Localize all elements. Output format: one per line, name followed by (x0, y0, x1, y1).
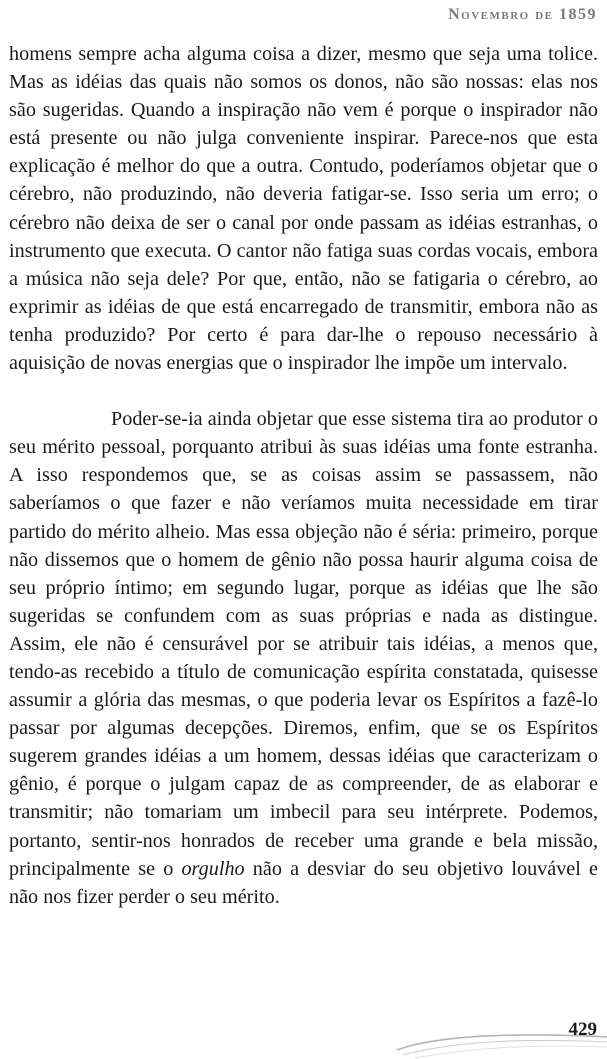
paragraph-2 (9, 405, 598, 911)
paragraph-1: homens sempre acha alguma coisa a dizer, mesmo que seja uma tolice. Mas as idéias das quais não somos os donos, não são nossas: elas nos são sugeridas. Quando a inspiração não vem é porque o inspirador não está presente ou não julga conveniente inspirar. Parece-nos que esta explicação é melhor do que a outra. Contudo, poderíamos objetar que o cérebro, não produzindo, não deveria fatigar-se. Isso seria um erro; o cérebro não deixa de ser o canal por onde passam as idéias estranhas, o instrumento que executa. O cantor não fatiga suas cordas vocais, embora a música não seja dele? Por que, então, não se fatigaria o cérebro, ao exprimir as idéias de que está encarregado de transmitir, embora não as tenha produzido? Por certo é para dar-lhe o repouso necessário à aquisição de novas energias que o inspirador lhe impõe um intervalo. (9, 43, 598, 375)
paragraph-2-text-start: Poder-se-ia ainda objetar que esse sistema tira ao produtor o seu mérito pessoal, porquanto atribui às suas idéias uma fonte estranha. A isso respondemos que, se as coisas assim se passassem, não saberíamos o que fazer e não veríamos muita necessidade em tirar partido do mérito alheio. Mas essa objeção não é séria: primeiro, porque não dissemos que o homem de gênio não possa haurir alguma coisa de seu próprio íntimo; em segundo lugar, porque as idéias que lhe são sugeridas se confundem com as suas próprias e nada as distingue. Assim, ele não é censurável por se atribuir tais idéias, a menos que, tendo-as recebido a título de comunicação espírita constatada, quisesse assumir a glória das mesmas, o que poderia levar os Espíritos a fazê-lo passar por algumas decepções. Diremos, enfim, que se os Espíritos sugerem grandes idéias a um homem, dessas idéias que caracterizam o gênio, é porque o julgam capaz de as compreender, de as elaborar e transmitir; não tomariam um imbecil para seu intérprete. Podemos, portanto, sentir-nos honrados de receber uma grande e bela missão, principalmente se o (9, 408, 598, 880)
paragraph-2-text-end: não a desviar do seu objetivo louvável e não nos fizer perder o seu mérito. (9, 857, 598, 908)
emphasized-word: orgulho (181, 857, 245, 880)
running-header: Novembro de 1859 (448, 6, 597, 23)
page-body (9, 40, 598, 911)
page-number: 429 (568, 1019, 597, 1040)
